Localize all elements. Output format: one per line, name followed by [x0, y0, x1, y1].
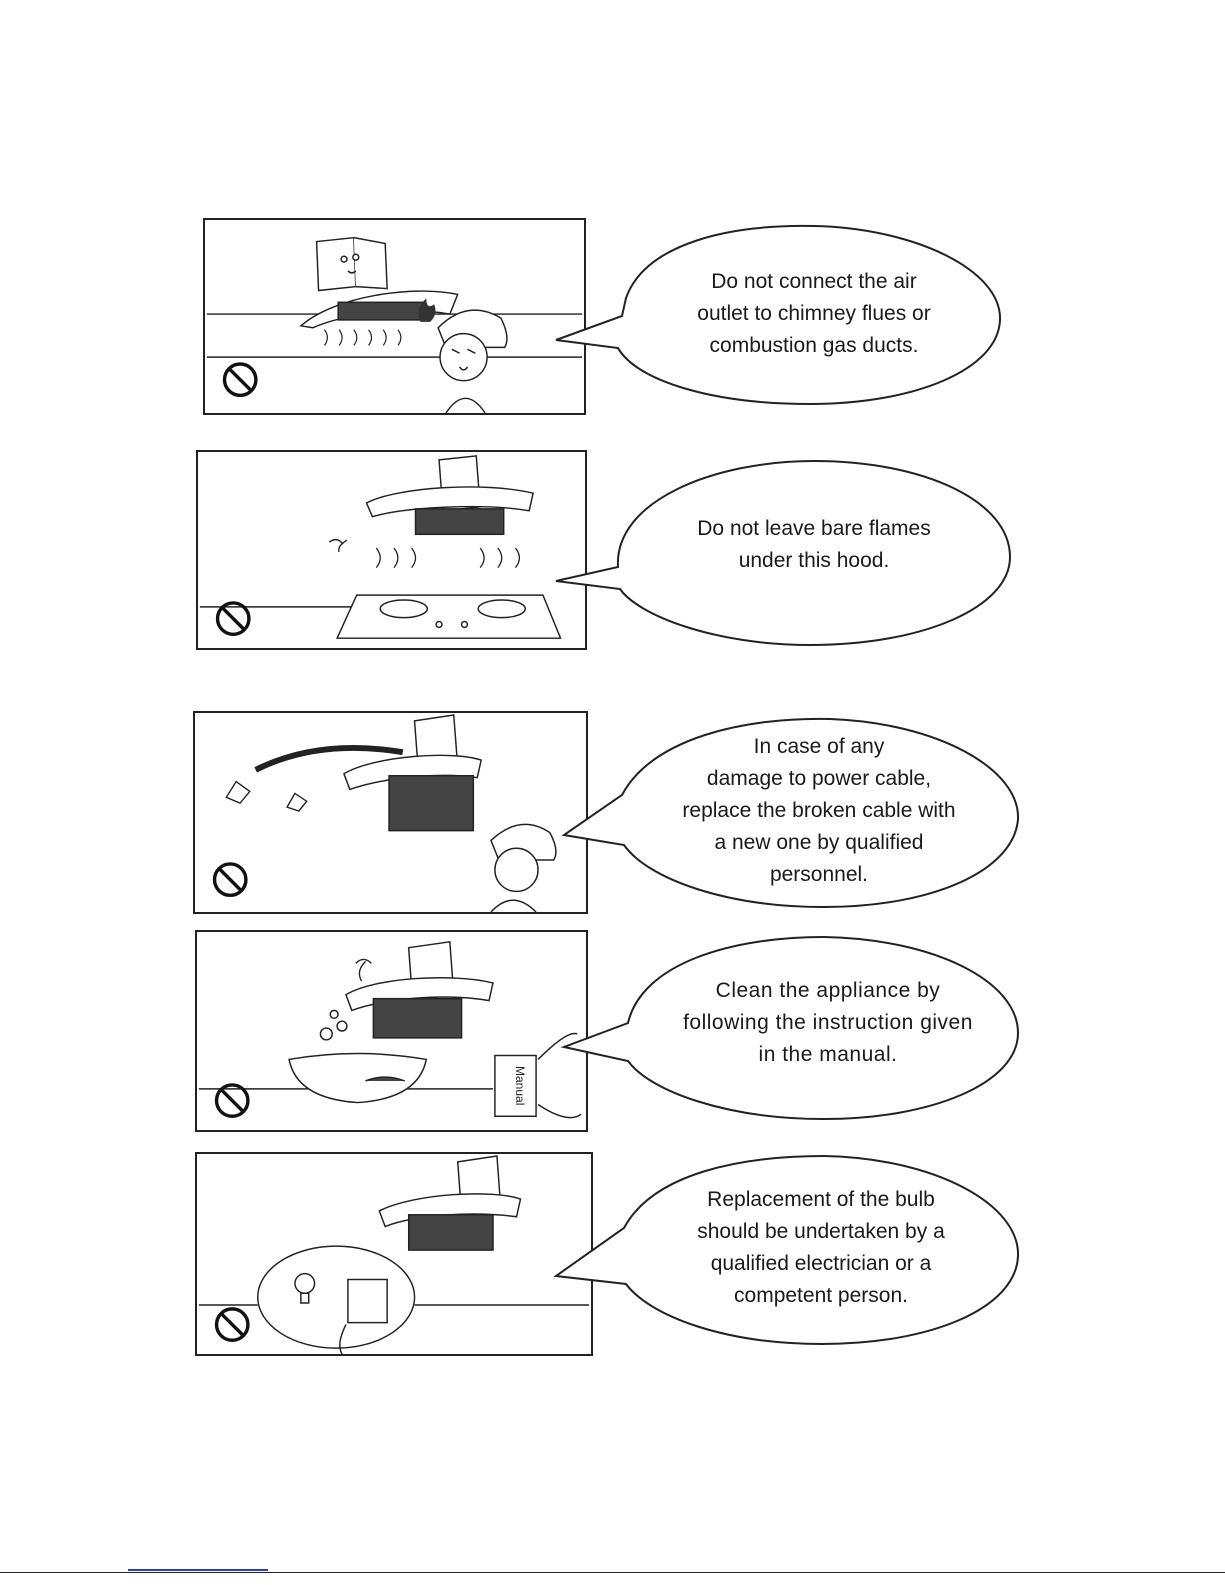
range-hood-icon — [346, 942, 493, 1038]
cable-scene-illustration — [195, 713, 586, 912]
illustration-panel-chimney — [203, 218, 586, 415]
illustration-panel-cleaning — [195, 930, 588, 1132]
speech-bubble-cleaning — [562, 933, 1022, 1123]
warning-text-chimney: Do not connect the air outlet to chimney flues or combustion gas ducts. — [697, 270, 931, 357]
warning-text-flames: Do not leave bare flames under this hood. — [697, 517, 931, 572]
speech-bubble-bulb — [554, 1152, 1024, 1347]
prohibition-icon — [218, 603, 249, 634]
warning-text-cable: In case of any damage to power cable, replace the broken cable with a new one by qualified personnel. — [682, 735, 956, 886]
warning-text-bulb: Replacement of the bulb should be undertaken by a qualified electrician or a competent person. — [697, 1188, 945, 1307]
footer-link-underline[interactable] — [128, 1569, 268, 1571]
prohibition-icon — [217, 1085, 248, 1116]
prohibition-icon — [217, 1309, 248, 1340]
flames-scene-illustration — [198, 452, 585, 648]
illustration-panel-cable — [193, 711, 588, 914]
prohibition-icon — [215, 864, 246, 895]
speech-bubble-flames — [554, 455, 1014, 650]
chimney-scene-illustration — [205, 220, 584, 413]
illustration-panel-bulb — [195, 1152, 593, 1356]
illustration-panel-flames — [196, 450, 587, 650]
manual-label: Manual — [513, 1066, 527, 1106]
range-hood-icon — [367, 456, 534, 534]
range-hood-icon — [344, 715, 481, 831]
speech-bubble-chimney — [554, 220, 1004, 408]
cleaning-scene-illustration — [197, 932, 586, 1130]
speech-bubble-cable — [562, 715, 1022, 910]
footer-rule — [0, 1572, 1225, 1573]
prohibition-icon — [225, 364, 256, 395]
range-hood-icon — [379, 1156, 520, 1250]
bulb-scene-illustration — [197, 1154, 591, 1354]
warning-text-cleaning: Clean the appliance by following the instruction given in the manual. — [683, 979, 973, 1066]
